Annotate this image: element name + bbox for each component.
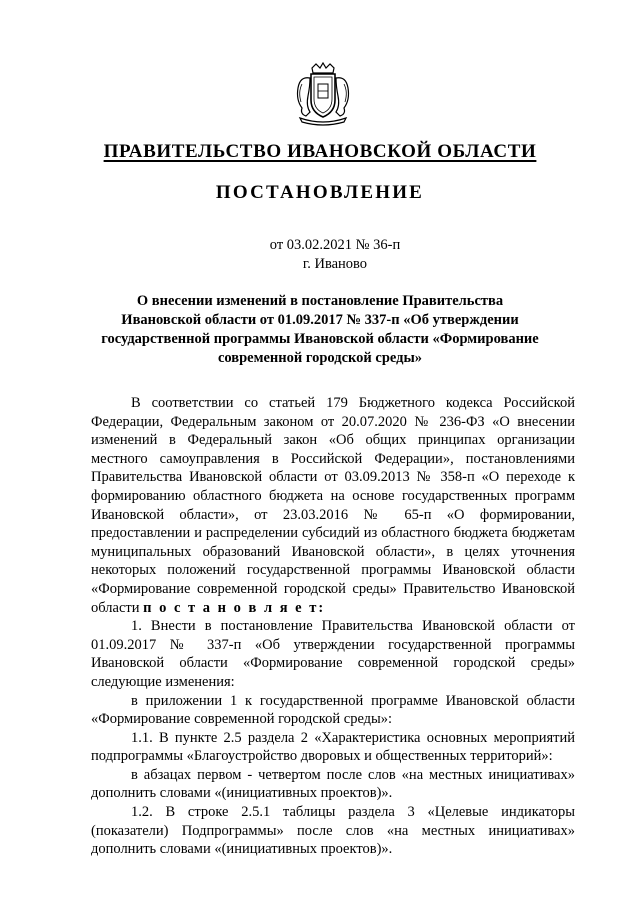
city: г. Иваново [302, 256, 368, 272]
item-1-2-paragraph: 1.2. В строке 2.5.1 таблицы раздела 3 «Целевые индикаторы (показатели) Подпрограммы» после слов «на местных инициативах» дополнить словами «(инициативных проектов)». [91, 804, 575, 858]
document-type: ПОСТАНОВЛЕНИЕ [215, 182, 425, 203]
date-number: от 03.02.2021 № 36-п [269, 237, 401, 253]
document-subject: О внесении изменений в постановление Правительства Ивановской области от 01.09.2017 № 337-п «Об утверждении государственной программы Ивановской области «Формирование современной городской среды» [101, 293, 539, 366]
resolves-word: п о с т а н о в л я е т: [143, 599, 326, 616]
preamble-paragraph [91, 394, 575, 617]
item-1-paragraph: 1. Внести в постановление Правительства Ивановской области от 01.09.2017 № 337-п «Об утверждении государственной программы Ивановской области «Формирование современной городской среды» следующие изменения: [91, 618, 575, 690]
preamble-text: В соответствии со статьей 179 Бюджетного кодекса Российской Федерации, Федеральным законом от 20.07.2020 № 236-ФЗ «О внесении изменений в Федеральный закон «Об общих принципах организации местного самоуправления в Российской Федерации», постановлениями Правительства Ивановской области от 03.09.2013 № 358-п «О переходе к формированию областного бюджета на основе государственных программ Ивановской области», от 23.03.2016 № 65-п «О формировании, предоставлении и распределении субсидий из областного бюджета бюджетам муниципальных образований Ивановской области», в целях уточнения некоторых положений государственной программы Ивановской области «Формирование современной городской среды» Правительство Ивановской области [91, 395, 575, 616]
coat-of-arms-emblem [290, 62, 356, 128]
appendix-paragraph: в приложении 1 к государственной программе Ивановской области «Формирование современной городской среды»: [91, 692, 575, 728]
government-title: ПРАВИТЕЛЬСТВО ИВАНОВСКОЙ ОБЛАСТИ [103, 141, 537, 162]
document-body [91, 394, 575, 859]
paragraphs-change: в абзацах первом - четвертом после слов «на местных инициативах» дополнить словами «(инициативных проектов)». [91, 766, 575, 802]
item-1-1-paragraph: 1.1. В пункте 2.5 раздела 2 «Характеристика основных мероприятий подпрограммы «Благоустройство дворовых и общественных территорий»: [91, 729, 575, 765]
